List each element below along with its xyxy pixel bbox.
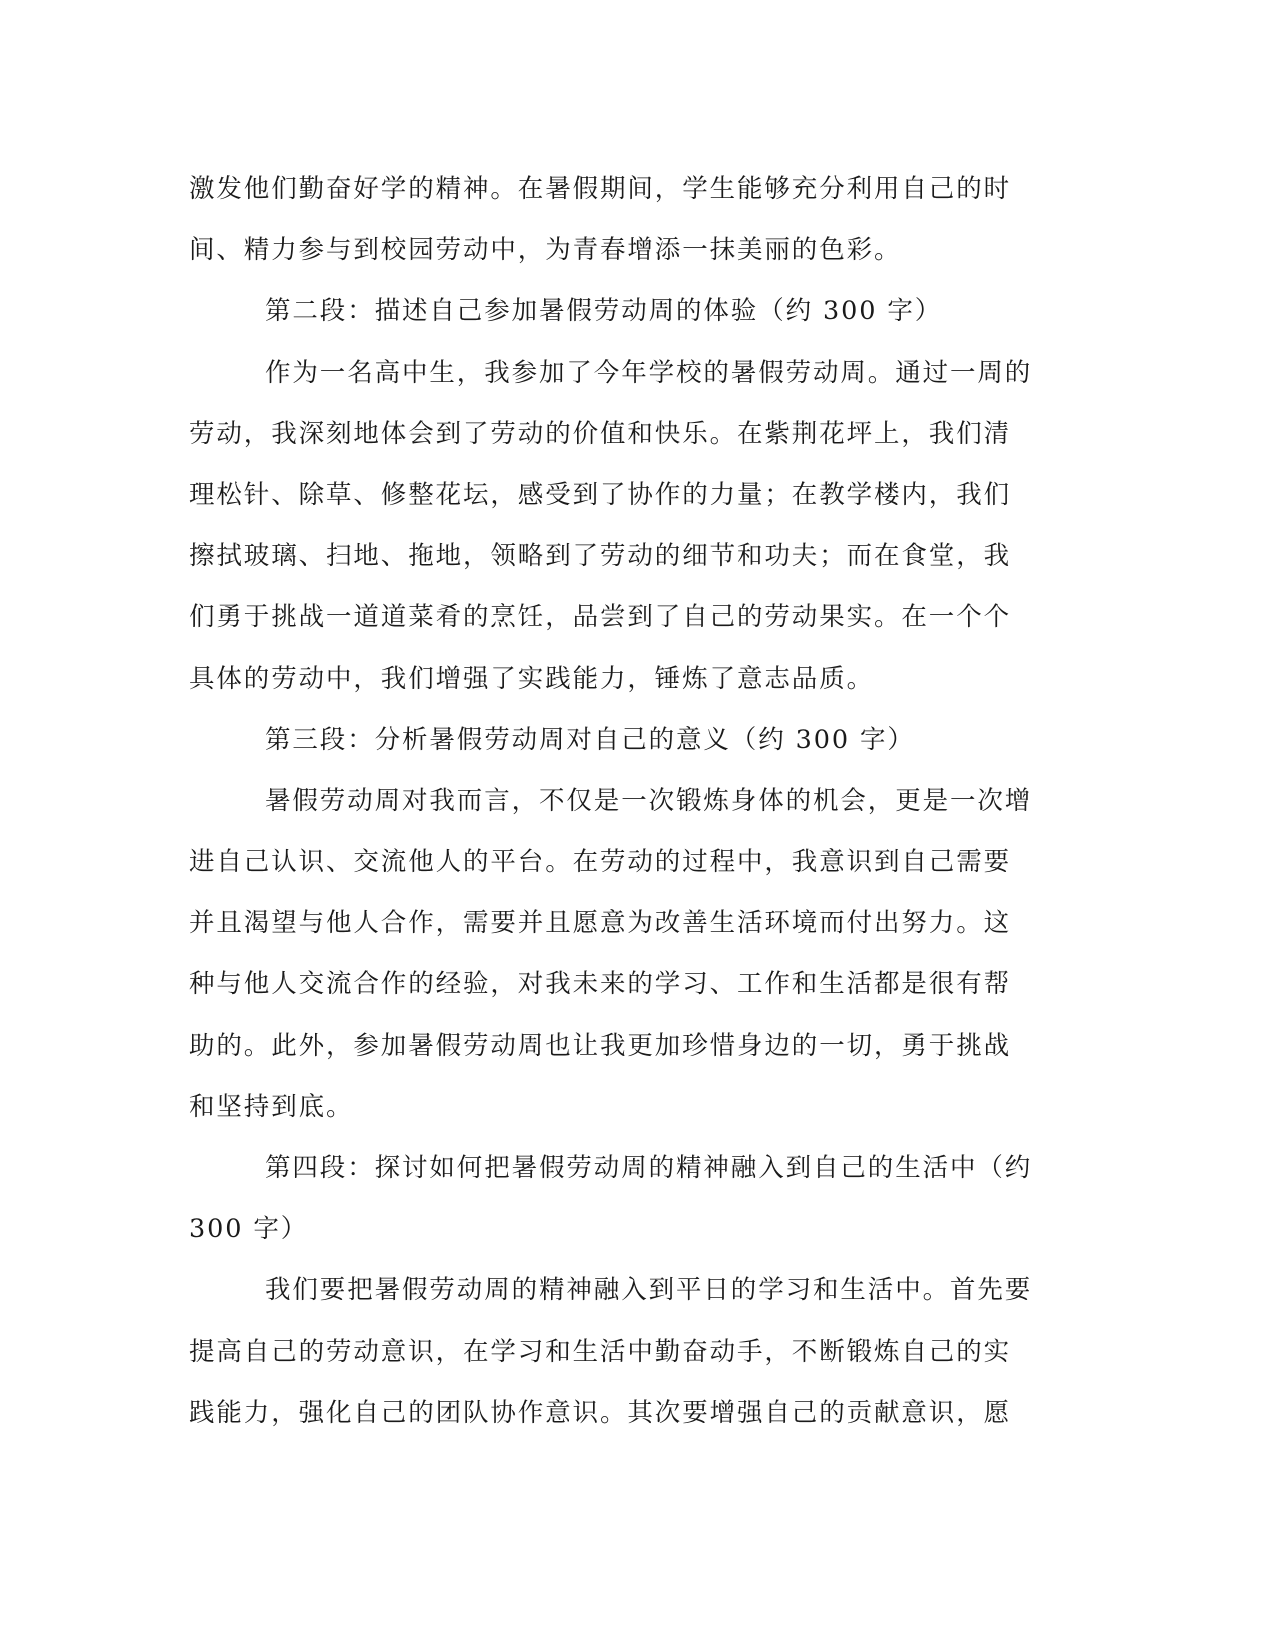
section-heading-4	[189, 1138, 1079, 1260]
paragraph-integration	[189, 1260, 1079, 1444]
text-line: 助的。此外，参加暑假劳动周也让我更加珍惜身边的一切，勇于挑战	[189, 1030, 1012, 1061]
text-line: 间、精力参与到校园劳动中，为青春增添一抹美丽的色彩。	[189, 235, 902, 266]
document-body	[189, 159, 1079, 1444]
text-line: 和坚持到底。	[189, 1091, 354, 1122]
text-line: 进自己认识、交流他人的平台。在劳动的过程中，我意识到自己需要	[189, 847, 1012, 878]
heading-line: 300 字）	[189, 1214, 309, 1245]
text-line: 理松针、除草、修整花坛，感受到了协作的力量；在教学楼内，我们	[189, 479, 1012, 510]
text-line: 我们要把暑假劳动周的精神融入到平日的学习和生活中。首先要	[265, 1275, 1033, 1306]
section-heading-3	[189, 710, 1079, 771]
paragraph-significance	[189, 771, 1079, 1138]
text-line: 作为一名高中生，我参加了今年学校的暑假劳动周。通过一周的	[265, 357, 1033, 388]
paragraph-intro-continuation	[189, 159, 1079, 281]
paragraph-experience	[189, 343, 1079, 710]
text-line: 提高自己的劳动意识，在学习和生活中勤奋动手，不断锻炼自己的实	[189, 1336, 1012, 1367]
text-line: 劳动，我深刻地体会到了劳动的价值和快乐。在紫荆花坪上，我们清	[189, 418, 1012, 449]
text-line: 践能力，强化自己的团队协作意识。其次要增强自己的贡献意识，愿	[189, 1397, 1012, 1428]
text-line: 暑假劳动周对我而言，不仅是一次锻炼身体的机会，更是一次增	[265, 785, 1033, 816]
text-line: 擦拭玻璃、扫地、拖地，领略到了劳动的细节和功夫；而在食堂，我	[189, 541, 1012, 572]
section-heading-2	[189, 281, 1079, 342]
heading-line: 第四段：探讨如何把暑假劳动周的精神融入到自己的生活中（约	[265, 1153, 1033, 1183]
heading-line: 第三段：分析暑假劳动周对自己的意义（约 300 字）	[265, 724, 915, 755]
text-line: 们勇于挑战一道道菜肴的烹饪，品尝到了自己的劳动果实。在一个个	[189, 602, 1012, 633]
text-line: 激发他们勤奋好学的精神。在暑假期间，学生能够充分利用自己的时	[189, 174, 1012, 204]
heading-line: 第二段：描述自己参加暑假劳动周的体验（约 300 字）	[265, 296, 943, 327]
text-line: 种与他人交流合作的经验，对我未来的学习、工作和生活都是很有帮	[189, 969, 1012, 1000]
text-line: 具体的劳动中，我们增强了实践能力，锤炼了意志品质。	[189, 663, 875, 694]
text-line: 并且渴望与他人合作，需要并且愿意为改善生活环境而付出努力。这	[189, 908, 1012, 939]
